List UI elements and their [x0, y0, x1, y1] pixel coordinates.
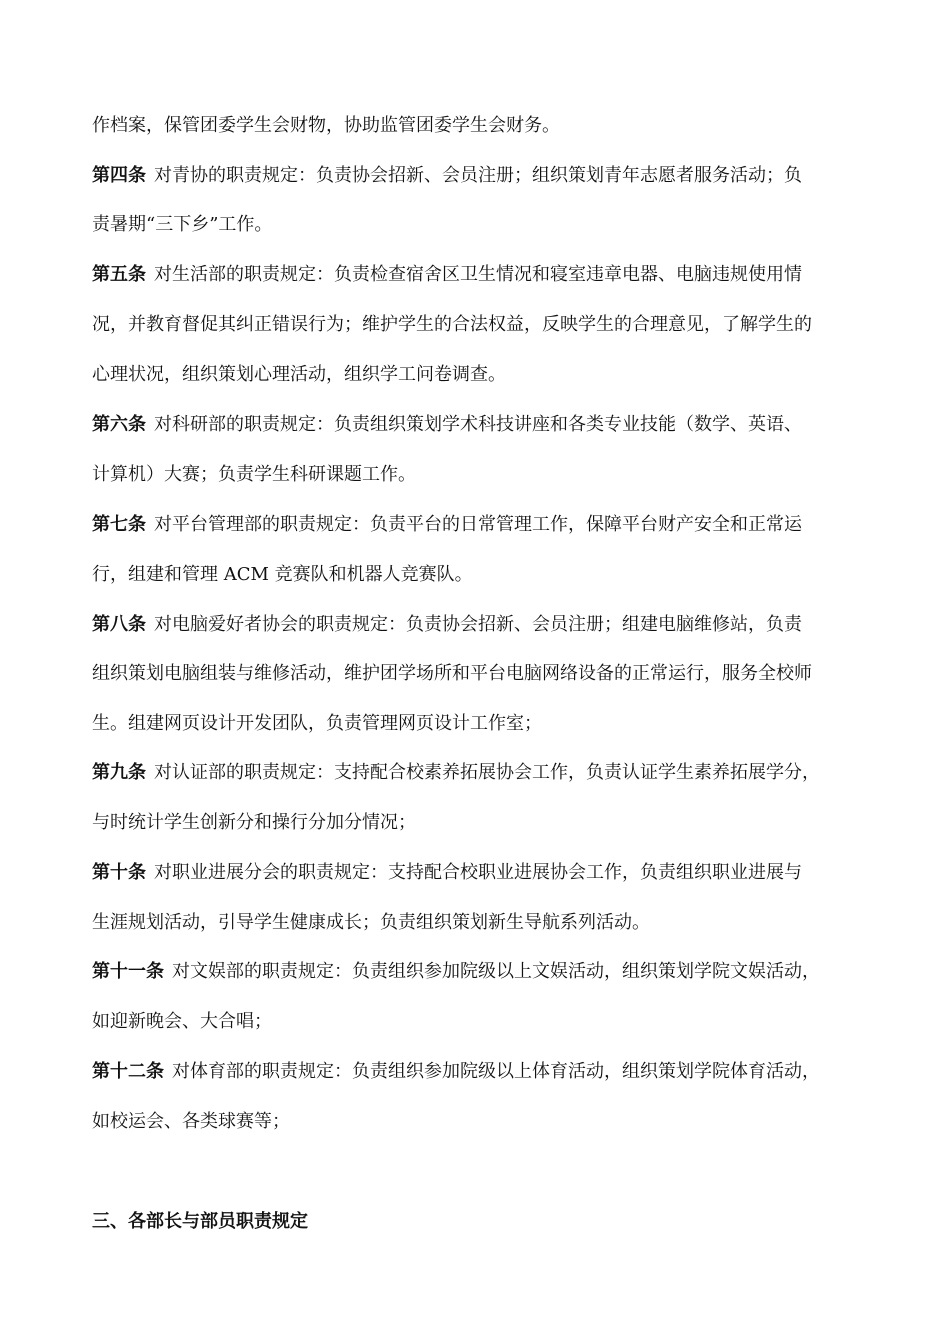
- line-text: 况，并教育督促其纠正错误行为；维护学生的合法权益，反映学生的合理意见，了解学生的: [92, 314, 812, 335]
- text-line: [92, 463, 882, 487]
- line-text: 如校运会、各类球赛等；: [92, 1111, 290, 1132]
- line-text: 对文娱部的职责规定：负责组织参加院级以上文娱活动，组织策划学院文娱活动，: [172, 961, 820, 982]
- line-text: 对科研部的职责规定：负责组织策划学术科技讲座和各类专业技能（数学、英语、: [154, 414, 802, 435]
- text-line: [92, 263, 882, 287]
- text-line: [92, 861, 882, 885]
- text-line: [92, 613, 882, 637]
- article-label: 第十条: [92, 862, 146, 883]
- article-label: 第十一条: [92, 961, 164, 982]
- text-line: [92, 363, 882, 387]
- line-text: 对职业进展分会的职责规定：支持配合校职业进展协会工作，负责组织职业进展与: [154, 862, 802, 883]
- line-text: 心理状况，组织策划心理活动，组织学工问卷调查。: [92, 364, 506, 385]
- article-label: 第七条: [92, 514, 146, 535]
- text-line: [92, 313, 882, 337]
- line-text: 对青协的职责规定：负责协会招新、会员注册；组织策划青年志愿者服务活动；负: [154, 165, 802, 186]
- text-line: [92, 911, 882, 935]
- text-line: [92, 960, 882, 984]
- article-label: 第五条: [92, 264, 146, 285]
- line-text: 对电脑爱好者协会的职责规定：负责协会招新、会员注册；组建电脑维修站，负责: [154, 614, 802, 635]
- text-line: [92, 213, 882, 237]
- line-text: 生。组建网页设计开发团队，负责管理网页设计工作室；: [92, 713, 542, 734]
- text-line: [92, 1110, 882, 1134]
- line-text: 对体育部的职责规定：负责组织参加院级以上体育活动，组织策划学院体育活动，: [172, 1061, 820, 1082]
- line-text: 如迎新晚会、大合唱；: [92, 1011, 272, 1032]
- text-line: [92, 513, 882, 537]
- text-line: [92, 413, 882, 437]
- line-text: 责暑期“三下乡”工作。: [92, 214, 273, 235]
- article-label: 第十二条: [92, 1061, 164, 1082]
- line-text: 对认证部的职责规定：支持配合校素养拓展协会工作，负责认证学生素养拓展学分，: [154, 762, 820, 783]
- article-label: 第八条: [92, 614, 146, 635]
- text-line: [92, 712, 882, 736]
- article-label: 第四条: [92, 165, 146, 186]
- article-label: 第九条: [92, 762, 146, 783]
- section-heading: 三、各部长与部员职责规定: [92, 1211, 308, 1232]
- line-text: 计算机）大赛；负责学生科研课题工作。: [92, 464, 416, 485]
- line-text: 作档案，保管团委学生会财物，协助监管团委学生会财务。: [92, 115, 560, 136]
- line-text: 对平台管理部的职责规定：负责平台的日常管理工作，保障平台财产安全和正常运: [154, 514, 802, 535]
- line-text: 行，组建和管理 ACM 竞赛队和机器人竞赛队。: [92, 564, 473, 585]
- line-text: 与时统计学生创新分和操行分加分情况；: [92, 812, 416, 833]
- text-line: [92, 761, 882, 785]
- line-text: 生涯规划活动，引导学生健康成长；负责组织策划新生导航系列活动。: [92, 912, 650, 933]
- article-label: 第六条: [92, 414, 146, 435]
- line-text: 组织策划电脑组装与维修活动，维护团学场所和平台电脑网络设备的正常运行，服务全校师: [92, 663, 812, 684]
- text-line: [92, 164, 882, 188]
- line-text: 对生活部的职责规定：负责检查宿舍区卫生情况和寝室违章电器、电脑违规使用情: [154, 264, 802, 285]
- text-line: [92, 662, 882, 686]
- text-line: [92, 114, 882, 138]
- text-line: [92, 811, 882, 835]
- text-line: [92, 1060, 882, 1084]
- text-line: [92, 1010, 882, 1034]
- text-line: [92, 563, 882, 587]
